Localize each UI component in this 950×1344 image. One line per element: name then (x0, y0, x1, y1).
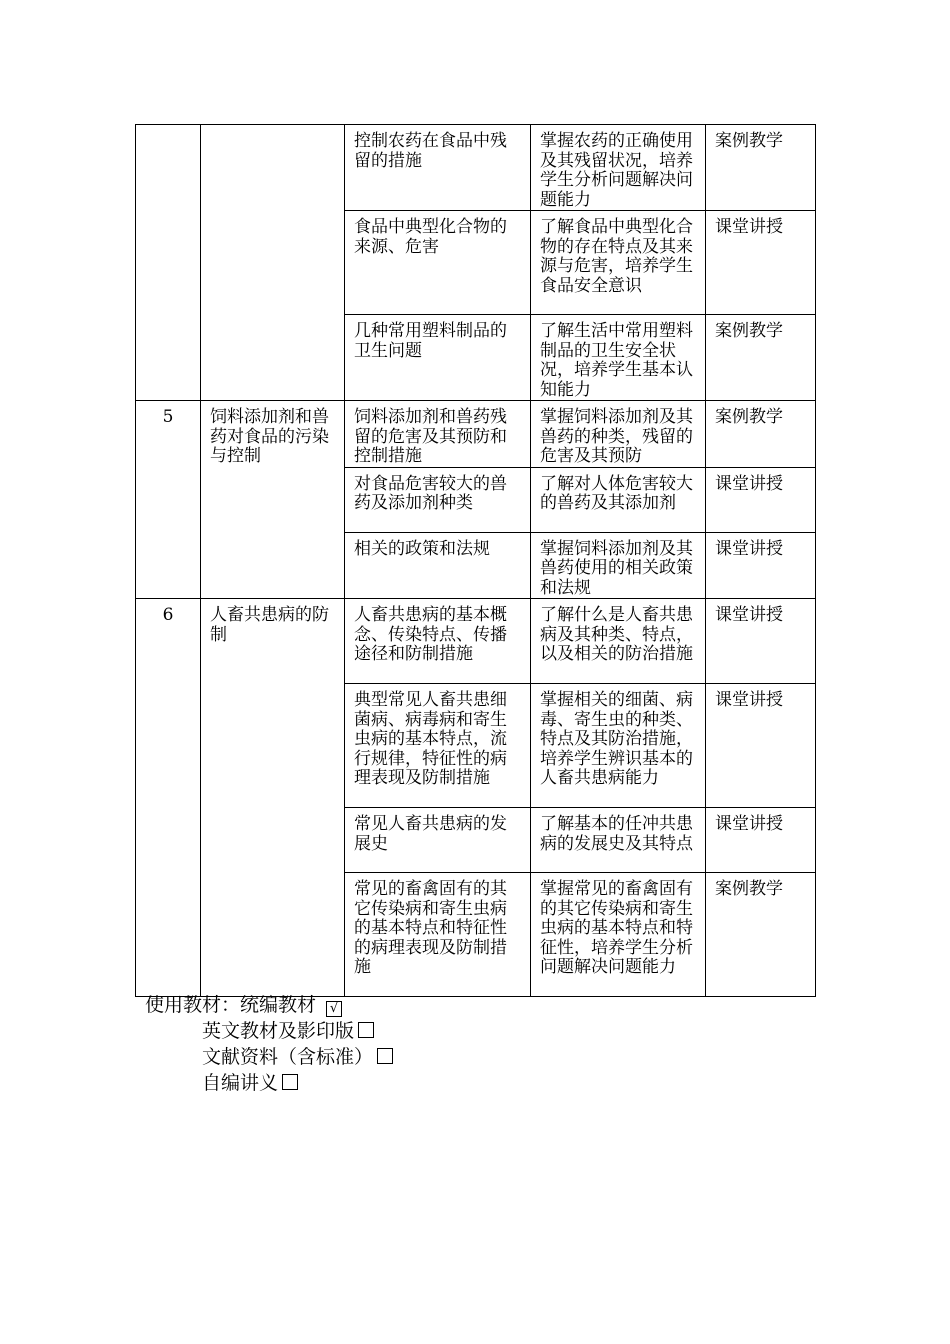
method-cell: 课堂讲授 (706, 599, 816, 684)
content-cell: 饲料添加剂和兽药残留的危害及其预防和控制措施 (345, 401, 531, 468)
checkbox-unchecked[interactable] (358, 1022, 374, 1038)
course-content-table (135, 124, 816, 997)
chapter-number-cell (136, 125, 201, 401)
chapter-topic-cell (201, 125, 345, 401)
method-cell: 案例教学 (706, 125, 816, 211)
option-english-label: 英文教材及影印版 (202, 1020, 355, 1042)
method-cell: 案例教学 (706, 401, 816, 468)
content-cell: 常见的畜禽固有的其它传染病和寄生虫病的基本特点和特征性的病理表现及防制措施 (345, 873, 531, 997)
goal-cell: 了解对人体危害较大的兽药及其添加剂 (531, 467, 706, 532)
checkbox-unchecked[interactable] (282, 1074, 298, 1090)
table-row (136, 125, 816, 211)
goal-cell: 了解食品中典型化合物的存在特点及其来源与危害，培养学生食品安全意识 (531, 211, 706, 315)
goal-cell: 了解基本的任冲共患病的发展史及其特点 (531, 808, 706, 873)
method-cell: 课堂讲授 (706, 532, 816, 599)
content-cell: 相关的政策和法规 (345, 532, 531, 599)
content-cell: 控制农药在食品中残留的措施 (345, 125, 531, 211)
content-cell: 常见人畜共患病的发展史 (345, 808, 531, 873)
chapter-number-cell: 6 (136, 599, 201, 997)
chapter-number-cell: 5 (136, 401, 201, 599)
method-cell: 课堂讲授 (706, 467, 816, 532)
content-cell: 人畜共患病的基本概念、传染特点、传播途径和防制措施 (345, 599, 531, 684)
content-cell: 对食品危害较大的兽药及添加剂种类 (345, 467, 531, 532)
table-row (136, 401, 816, 468)
option-textbook-label: 统编教材 (240, 994, 317, 1016)
textbook-section (145, 992, 393, 1096)
table-row (136, 599, 816, 684)
goal-cell: 掌握饲料添加剂及其兽药的种类，残留的危害及其预防 (531, 401, 706, 468)
option-literature-label: 文献资料（含标准） (202, 1046, 374, 1068)
textbook-label: 使用教材： (145, 994, 241, 1016)
goal-cell: 了解什么是人畜共患病及其种类、特点，以及相关的防治措施 (531, 599, 706, 684)
checkbox-checked[interactable]: √ (326, 1001, 342, 1017)
method-cell: 课堂讲授 (706, 808, 816, 873)
option-handout-label: 自编讲义 (202, 1072, 279, 1094)
checkbox-unchecked[interactable] (377, 1048, 393, 1064)
textbook-line-4 (145, 1070, 393, 1096)
content-cell: 典型常见人畜共患细菌病、病毒病和寄生虫病的基本特点，流行规律，特征性的病理表现及防制措施 (345, 684, 531, 808)
method-cell: 课堂讲授 (706, 211, 816, 315)
content-cell: 食品中典型化合物的来源、危害 (345, 211, 531, 315)
goal-cell: 掌握饲料添加剂及其兽药使用的相关政策和法规 (531, 532, 706, 599)
chapter-topic-cell: 人畜共患病的防制 (201, 599, 345, 997)
textbook-line-2 (145, 1018, 393, 1044)
method-cell: 课堂讲授 (706, 684, 816, 808)
textbook-line-1 (145, 992, 393, 1018)
method-cell: 案例教学 (706, 315, 816, 401)
chapter-topic-cell: 饲料添加剂和兽药对食品的污染与控制 (201, 401, 345, 599)
goal-cell: 掌握农药的正确使用及其残留状况，培养学生分析问题解决问题能力 (531, 125, 706, 211)
goal-cell: 了解生活中常用塑料制品的卫生安全状况，培养学生基本认知能力 (531, 315, 706, 401)
goal-cell: 掌握相关的细菌、病毒、寄生虫的种类、特点及其防治措施，培养学生辨识基本的人畜共患病能力 (531, 684, 706, 808)
textbook-line-3 (145, 1044, 393, 1070)
method-cell: 案例教学 (706, 873, 816, 997)
content-cell: 几种常用塑料制品的卫生问题 (345, 315, 531, 401)
goal-cell: 掌握常见的畜禽固有的其它传染病和寄生虫病的基本特点和特征性，培养学生分析问题解决问题能力 (531, 873, 706, 997)
